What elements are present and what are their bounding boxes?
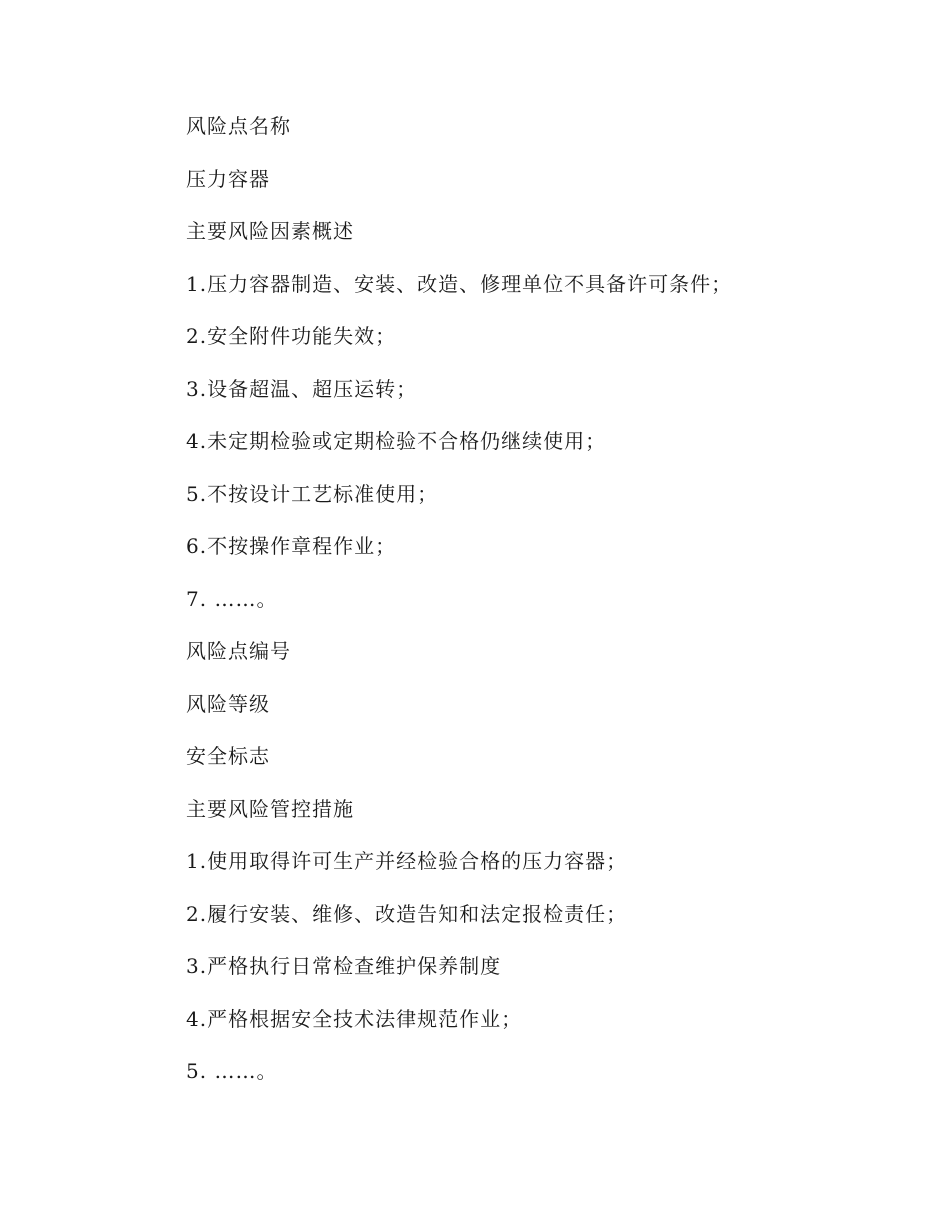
field-label-risk-point-name: 风险点名称 <box>186 114 291 138</box>
control-measure-item: 2.履行安装、维修、改造告知和法定报检责任； <box>186 901 628 926</box>
field-label-main-control-measures: 主要风险管控措施 <box>186 796 354 821</box>
field-label-risk-level: 风险等级 <box>186 691 270 716</box>
field-value-risk-point-name: 压力容器 <box>186 166 270 191</box>
risk-factor-item: 6.不按操作章程作业； <box>186 534 397 558</box>
risk-factor-item: 2.安全附件功能失效； <box>186 324 397 348</box>
risk-factor-item: 4.未定期检验或定期检验不合格仍继续使用； <box>186 429 607 453</box>
control-measure-item: 3.严格执行日常检查维护保养制度 <box>186 954 502 978</box>
control-measure-item: 4.严格根据安全技术法律规范作业； <box>186 1006 523 1031</box>
risk-factor-item: 7. ……。 <box>186 586 278 611</box>
field-label-risk-point-number: 风险点编号 <box>186 639 291 663</box>
document-body <box>186 110 886 1108</box>
field-label-safety-sign: 安全标志 <box>186 744 270 768</box>
control-measure-item: 5. ……。 <box>186 1059 278 1083</box>
control-measure-item: 1.使用取得许可生产并经检验合格的压力容器； <box>186 849 628 873</box>
risk-factor-item: 3.设备超温、超压运转； <box>186 376 418 401</box>
field-label-main-risk-factors: 主要风险因素概述 <box>186 219 354 243</box>
risk-factor-item: 1.压力容器制造、安装、改造、修理单位不具备许可条件； <box>186 271 733 296</box>
risk-factor-item: 5.不按设计工艺标准使用； <box>186 481 439 506</box>
